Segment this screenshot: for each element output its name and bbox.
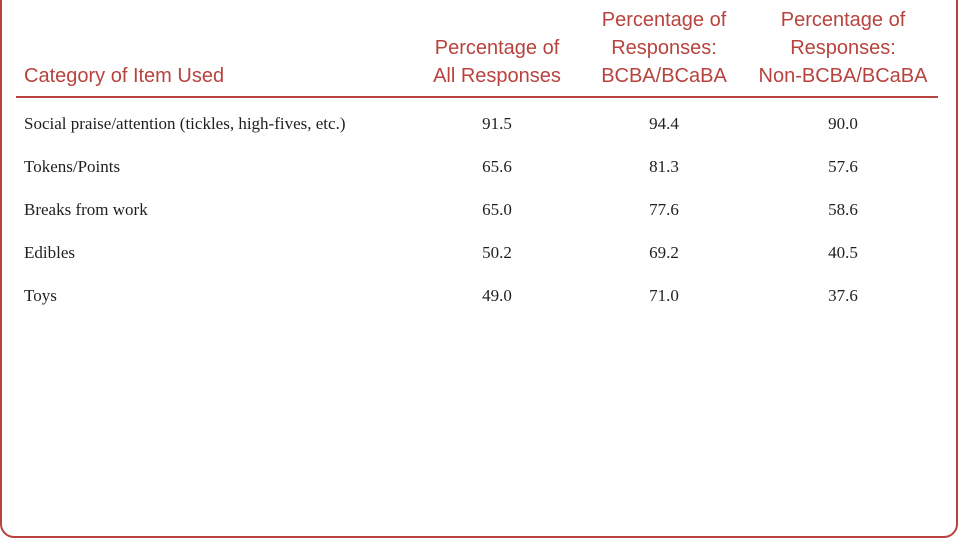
header-line: Percentage of bbox=[434, 37, 560, 59]
header-non-bcba bbox=[748, 6, 938, 97]
cell-non-bcba: 37.6 bbox=[828, 285, 858, 305]
table-row bbox=[16, 97, 938, 145]
cell-bcba: 77.6 bbox=[649, 199, 679, 219]
cell-all: 49.0 bbox=[482, 285, 512, 305]
cell-all: 91.5 bbox=[482, 113, 512, 133]
cell-category: Breaks from work bbox=[24, 199, 148, 219]
table-row bbox=[16, 145, 938, 188]
header-line: BCBA/BCaBA bbox=[601, 65, 727, 87]
cell-all: 65.6 bbox=[482, 156, 512, 176]
header-line: Responses: bbox=[611, 37, 717, 59]
cell-category: Edibles bbox=[24, 242, 75, 262]
cell-category: Social praise/attention (tickles, high-fives, etc.) bbox=[24, 113, 346, 133]
cell-bcba: 71.0 bbox=[649, 285, 679, 305]
cell-non-bcba: 57.6 bbox=[828, 156, 858, 176]
cell-bcba: 81.3 bbox=[649, 156, 679, 176]
cell-bcba: 94.4 bbox=[649, 113, 679, 133]
cell-all: 65.0 bbox=[482, 199, 512, 219]
header-row bbox=[16, 6, 938, 97]
cell-category: Toys bbox=[24, 285, 57, 305]
header-line: Responses: bbox=[790, 37, 896, 59]
header-line: Percentage of bbox=[601, 9, 727, 31]
header-line: Percentage of bbox=[780, 9, 906, 31]
cell-non-bcba: 58.6 bbox=[828, 199, 858, 219]
table-row bbox=[16, 231, 938, 274]
cell-all: 50.2 bbox=[482, 242, 512, 262]
header-category-line: Category of Item Used bbox=[24, 65, 225, 87]
header-line: All Responses bbox=[433, 65, 561, 87]
border-segment bbox=[0, 300, 2, 320]
header-line: Non-BCBA/BCaBA bbox=[758, 65, 928, 87]
table-row bbox=[16, 274, 938, 317]
header-category bbox=[16, 6, 414, 97]
data-table-container bbox=[16, 6, 938, 317]
cell-non-bcba: 40.5 bbox=[828, 242, 858, 262]
cell-category: Tokens/Points bbox=[24, 156, 121, 176]
cell-non-bcba: 90.0 bbox=[828, 113, 858, 133]
table-row bbox=[16, 188, 938, 231]
cell-bcba: 69.2 bbox=[649, 242, 679, 262]
header-all-responses bbox=[414, 6, 580, 97]
header-bcba bbox=[580, 6, 748, 97]
reinforcer-table bbox=[16, 6, 938, 317]
